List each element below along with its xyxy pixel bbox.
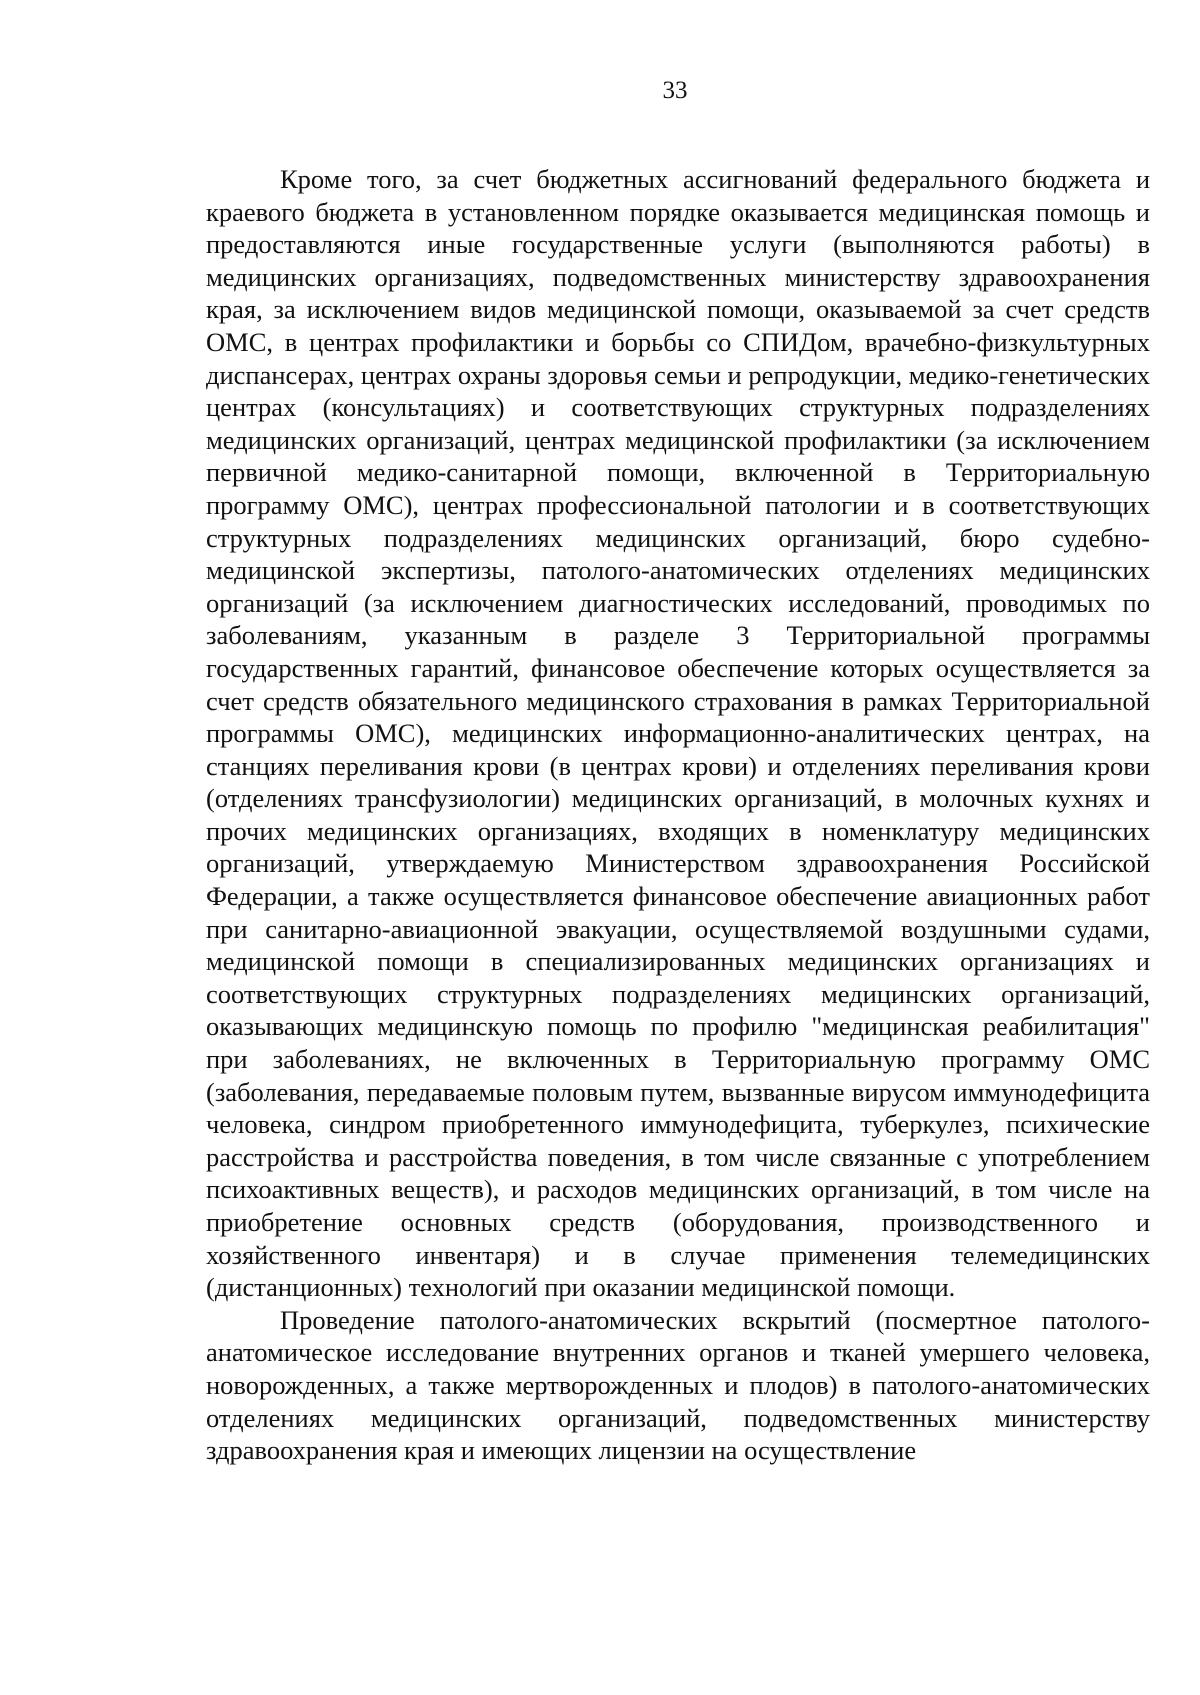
paragraph-1: Кроме того, за счет бюджетных ассигнований федерального бюджета и краевого бюджета в установленном порядке оказывается медицинская помощь и предоставляются иные государственные услуги (выполняются работы) в медицинских организациях, подведомственных министерству здравоохранения края, за исключением видов медицинской помощи, оказываемой за счет средств ОМС, в центрах профилактики и борьбы со СПИДом, врачебно-физкультурных диспансерах, центрах охраны здоровья семьи и репродукции, медико-генетических центрах (консультациях) и соответствующих структурных подразделениях медицинских организаций, центрах медицинской профилактики (за исключением первичной медико-санитарной помощи, включенной в Территориальную программу ОМС), центрах профессиональной патологии и в соответствующих структурных подразделениях медицинских организаций, бюро судебно-медицинской экспертизы, патолого-анатомических отделениях медицинских организаций (за исключением диагностических исследований, проводимых по заболеваниям, указанным в разделе 3 Территориальной программы государственных гарантий, финансовое обеспечение которых осуществляется за счет средств обязательного медицинского страхования в рамках Территориальной программы ОМС), медицинских информационно-аналитических центрах, на станциях переливания крови (в центрах крови) и отделениях переливания крови (отделениях трансфузиологии) медицинских организаций, в молочных кухнях и прочих медицинских организациях, входящих в номенклатуру медицинских организаций, утверждаемую Министерством здравоохранения Российской Федерации, а также осуществляется финансовое обеспечение авиационных работ при санитарно-авиационной эвакуации, осуществляемой воздушными судами, медицинской помощи в специализированных медицинских организациях и соответствующих структурных подразделениях медицинских организаций, оказывающих медицинскую помощь по профилю "медицинская реабилитация" при заболеваниях, не включенных в Территориальную программу ОМС (заболевания, передаваемые половым путем, вызванные вирусом иммунодефицита человека, синдром приобретенного иммунодефицита, туберкулез, психические расстройства и расстройства поведения, в том числе связанные с употреблением психоактивных веществ), и расходов медицинских организаций, в том числе на приобретение основных средств (оборудования, производственного и хозяйственного инвентаря) и в случае применения телемедицинских (дистанционных) технологий при оказании медицинской помощи.	[206, 164, 1150, 1303]
page-number: 33	[662, 77, 688, 104]
body-text	[206, 163, 1150, 1467]
paragraph-2: Проведение патолого-анатомических вскрытий (посмертное патолого-анатомическое исследование внутренних органов и тканей умершего человека, новорожденных, а также мертворожденных и плодов) в патолого-анатомических отделениях медицинских организаций, подведомственных министерству здравоохранения края и имеющих лицензии на осуществление	[206, 1304, 1150, 1466]
